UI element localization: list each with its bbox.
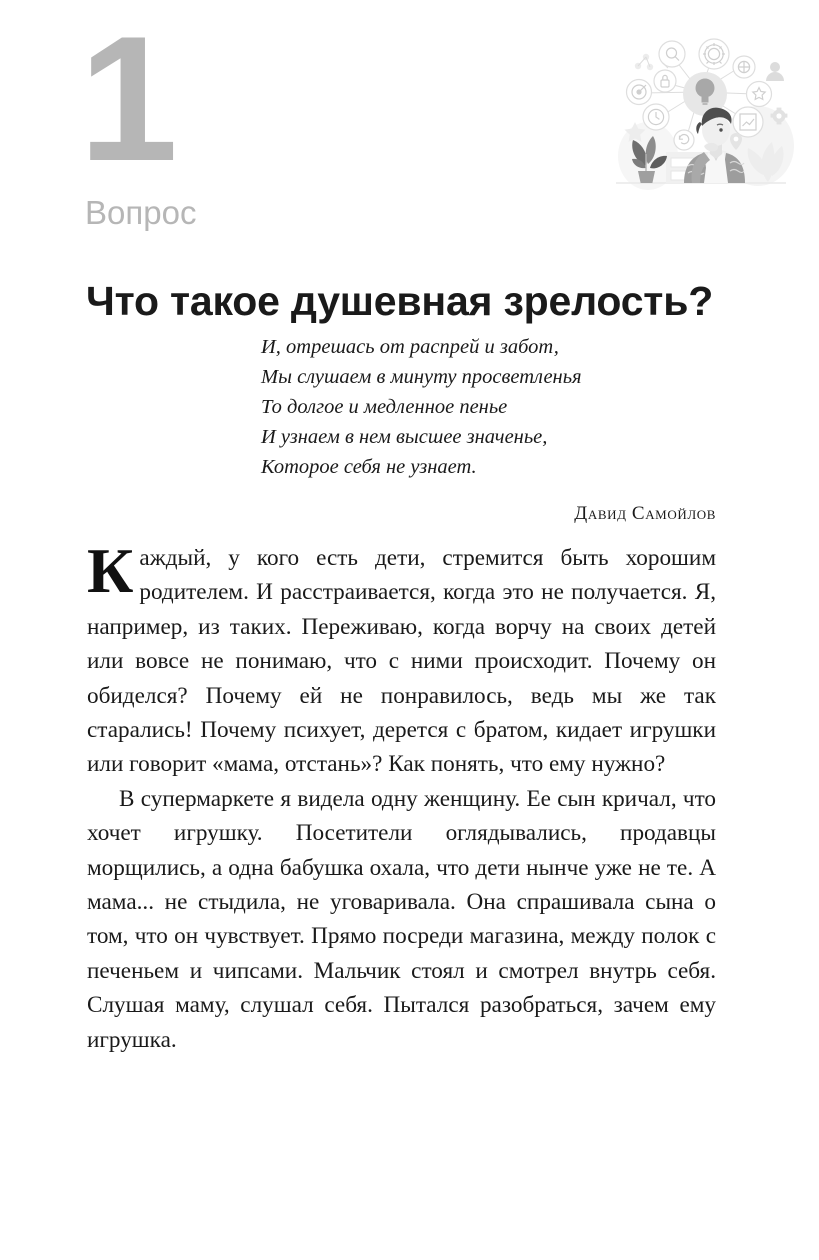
chart-icon	[733, 107, 763, 137]
epigraph-line: И узнаем в нем высшее значенье,	[261, 426, 548, 448]
epigraph-line: Мы слушаем в минуту просветленья	[261, 366, 582, 388]
target-icon	[627, 80, 652, 105]
chapter-kicker-label: Вопрос	[85, 194, 197, 231]
epigraph-line: И, отрешась от распрей и забот,	[261, 336, 559, 358]
refresh-icon	[674, 130, 694, 150]
page-title: Что такое душевная зрелость?	[86, 278, 714, 325]
chapter-number: 1	[79, 0, 176, 198]
molecule-icon	[635, 54, 653, 70]
globe-icon	[733, 56, 755, 78]
clock-icon	[643, 104, 669, 130]
person-icon	[766, 62, 784, 81]
body-paragraph: Каждый, у кого есть дети, стремится быть хорошим родителем. И расстраивается, когда это не получается. Я, например, из таких. Переживаю, когда ворчу на своих детей или вовсе не понимаю, что с ними происходит. Почему он обиделся? Почему ей не понравилось, ведь мы же так старались! Почему психует, дерется с братом, кидает игрушки или говорит «мама, отстань»? Как понять, что ему нужно?	[87, 535, 716, 778]
body-text	[87, 535, 716, 1057]
gear-icon	[699, 39, 729, 69]
lock-icon	[654, 70, 676, 92]
magnifier-icon	[659, 41, 685, 68]
epigraph-line: То долгое и медленное пенье	[261, 396, 508, 418]
header-illustration	[608, 26, 794, 202]
epigraph	[261, 332, 716, 525]
epigraph-line: Которое себя не узнает.	[261, 456, 477, 478]
epigraph-author: Давид Самойлов	[574, 503, 716, 524]
body-paragraph: В супермаркете я видела одну женщину. Ее сын кричал, что хочет игрушку. Посетители оглядывались, продавцы морщились, а одна бабушка охала, что дети нынче уже не те. А мама... не стыдила, не уговаривала. Она спрашивала сына о том, что он чувствует. Прямо посреди магазина, между полок с печеньем и чипсами. Мальчик стоял и смотрел внутрь себя. Слушая маму, слушал себя. Пытался разобраться, зачем ему игрушка.	[87, 785, 716, 1053]
star-circle-icon	[747, 82, 772, 107]
